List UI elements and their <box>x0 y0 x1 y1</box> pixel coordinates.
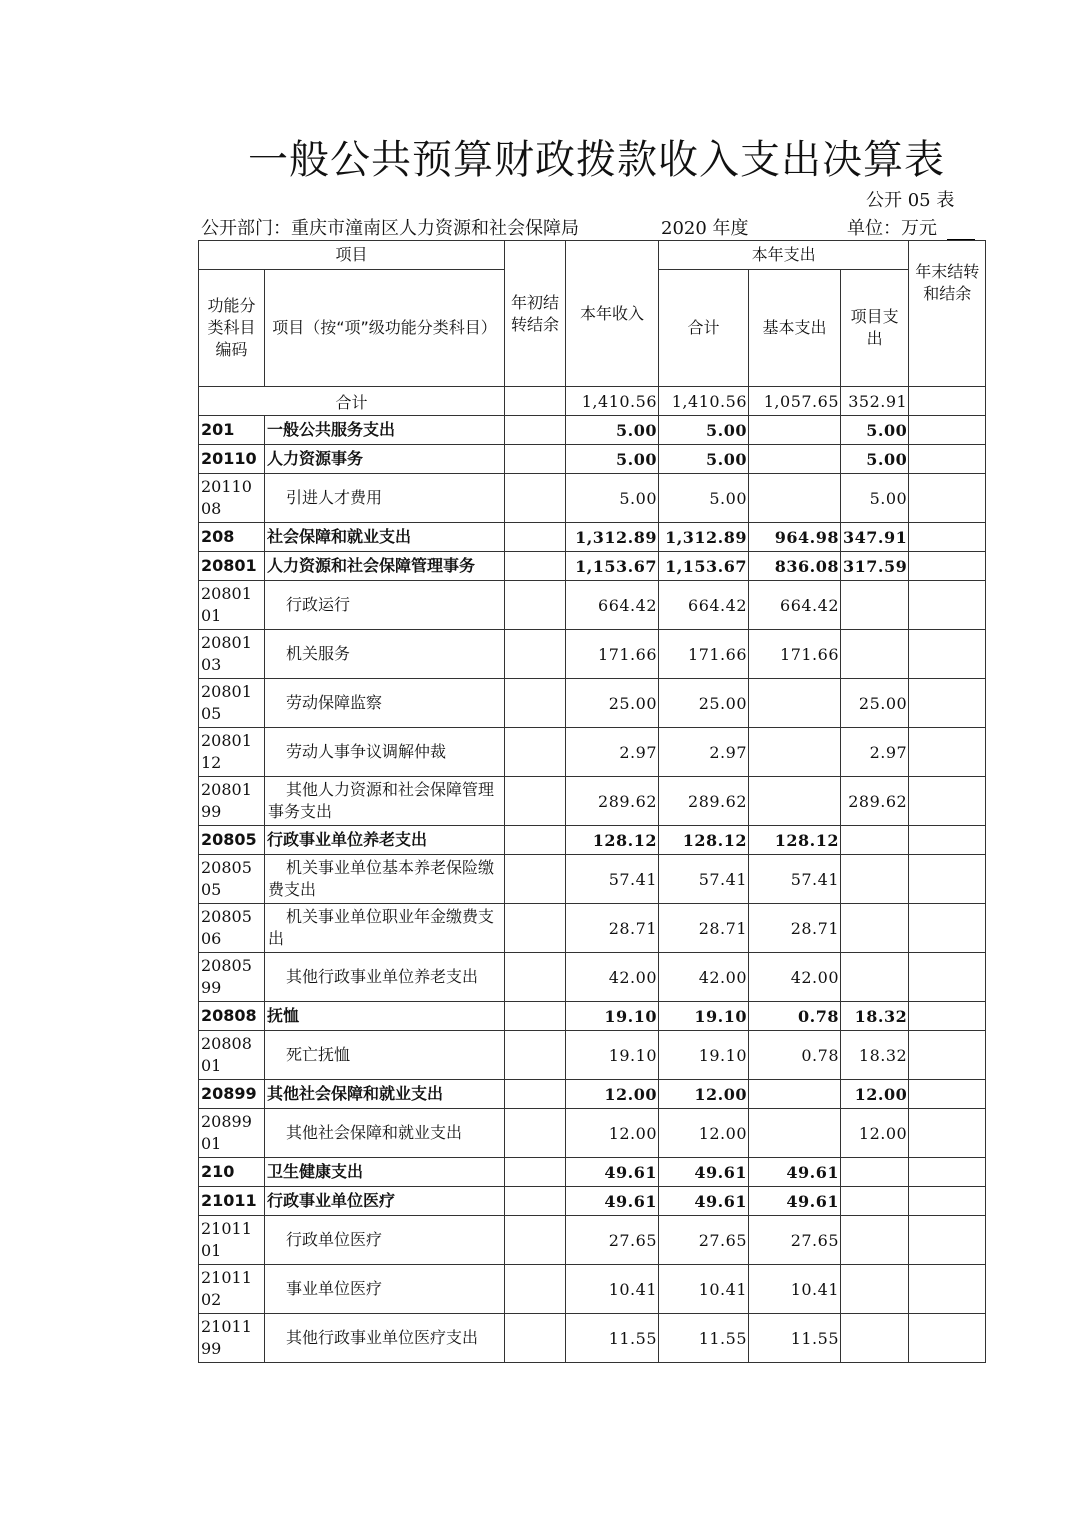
table-row <box>199 630 986 679</box>
row-end-balance <box>909 445 986 474</box>
row-income: 1,153.67 <box>566 552 659 581</box>
header-name: 项目（按“项”级功能分类科目） <box>265 270 505 387</box>
row-basic <box>749 679 841 728</box>
row-income: 2.97 <box>566 728 659 777</box>
row-code: 2080599 <box>199 953 265 1002</box>
budget-table <box>198 240 986 1363</box>
row-basic: 10.41 <box>749 1265 841 1314</box>
row-code: 20805 <box>199 826 265 855</box>
row-expense-total: 25.00 <box>659 679 749 728</box>
table-row <box>199 855 986 904</box>
row-income: 171.66 <box>566 630 659 679</box>
row-begin-balance <box>505 953 566 1002</box>
row-project: 317.59 <box>841 552 909 581</box>
form-number: 公开 05 表 <box>866 190 955 211</box>
row-name: 劳动人事争议调解仲裁 <box>265 728 505 777</box>
row-code: 2080199 <box>199 777 265 826</box>
row-begin-balance <box>505 1031 566 1080</box>
row-income: 57.41 <box>566 855 659 904</box>
row-begin-balance <box>505 777 566 826</box>
row-name: 其他行政事业单位养老支出 <box>265 953 505 1002</box>
row-expense-total: 289.62 <box>659 777 749 826</box>
row-begin-balance <box>505 728 566 777</box>
row-expense-total: 42.00 <box>659 953 749 1002</box>
total-begin-balance <box>505 387 566 416</box>
row-name <box>265 855 505 904</box>
row-income: 25.00 <box>566 679 659 728</box>
row-code: 2101199 <box>199 1314 265 1363</box>
row-basic: 664.42 <box>749 581 841 630</box>
header-end-balance: 年末结转和结余 <box>909 241 986 387</box>
table-row <box>199 1158 986 1187</box>
row-begin-balance <box>505 1187 566 1216</box>
row-income: 10.41 <box>566 1265 659 1314</box>
row-project: 347.91 <box>841 523 909 552</box>
row-expense-total: 11.55 <box>659 1314 749 1363</box>
row-project <box>841 630 909 679</box>
row-name: 抚恤 <box>265 1002 505 1031</box>
row-end-balance <box>909 1031 986 1080</box>
header-begin-balance: 年初结转结余 <box>505 241 566 387</box>
row-name: 机关服务 <box>265 630 505 679</box>
row-basic: 49.61 <box>749 1187 841 1216</box>
row-expense-total: 19.10 <box>659 1002 749 1031</box>
row-begin-balance <box>505 826 566 855</box>
row-begin-balance <box>505 679 566 728</box>
row-code: 201 <box>199 416 265 445</box>
row-income: 289.62 <box>566 777 659 826</box>
table-row <box>199 552 986 581</box>
table-row <box>199 1002 986 1031</box>
row-name: 行政单位医疗 <box>265 1216 505 1265</box>
row-code: 20801 <box>199 552 265 581</box>
row-name: 其他行政事业单位医疗支出 <box>265 1314 505 1363</box>
total-income: 1,410.56 <box>566 387 659 416</box>
row-income: 128.12 <box>566 826 659 855</box>
row-basic: 42.00 <box>749 953 841 1002</box>
row-basic: 27.65 <box>749 1216 841 1265</box>
row-end-balance <box>909 581 986 630</box>
table-row <box>199 523 986 552</box>
row-project <box>841 1187 909 1216</box>
row-end-balance <box>909 826 986 855</box>
row-income: 19.10 <box>566 1002 659 1031</box>
row-income: 19.10 <box>566 1031 659 1080</box>
row-income: 49.61 <box>566 1187 659 1216</box>
table-row <box>199 474 986 523</box>
row-expense-total: 5.00 <box>659 416 749 445</box>
row-project: 2.97 <box>841 728 909 777</box>
row-code: 20899 <box>199 1080 265 1109</box>
table-row <box>199 904 986 953</box>
table-row <box>199 1265 986 1314</box>
row-project <box>841 1265 909 1314</box>
row-basic <box>749 474 841 523</box>
row-name: 一般公共服务支出 <box>265 416 505 445</box>
table-row <box>199 1031 986 1080</box>
row-code: 21011 <box>199 1187 265 1216</box>
row-expense-total: 27.65 <box>659 1216 749 1265</box>
row-expense-total: 12.00 <box>659 1109 749 1158</box>
row-end-balance <box>909 1265 986 1314</box>
row-income: 11.55 <box>566 1314 659 1363</box>
table-row <box>199 581 986 630</box>
row-project: 5.00 <box>841 474 909 523</box>
row-end-balance <box>909 904 986 953</box>
row-income: 27.65 <box>566 1216 659 1265</box>
row-name-text: 机关事业单位基本养老保险缴费支出 <box>268 858 495 899</box>
row-end-balance <box>909 679 986 728</box>
row-begin-balance <box>505 904 566 953</box>
row-code: 2080103 <box>199 630 265 679</box>
row-project <box>841 855 909 904</box>
table-row <box>199 728 986 777</box>
row-code: 2080101 <box>199 581 265 630</box>
row-begin-balance <box>505 630 566 679</box>
header-total: 合计 <box>659 270 749 387</box>
row-expense-total: 28.71 <box>659 904 749 953</box>
row-expense-total: 171.66 <box>659 630 749 679</box>
table-row <box>199 1187 986 1216</box>
row-project: 289.62 <box>841 777 909 826</box>
row-begin-balance <box>505 523 566 552</box>
total-end-balance <box>909 387 986 416</box>
row-code: 2089901 <box>199 1109 265 1158</box>
row-begin-balance <box>505 1109 566 1158</box>
row-expense-total: 19.10 <box>659 1031 749 1080</box>
row-project <box>841 1216 909 1265</box>
row-basic: 171.66 <box>749 630 841 679</box>
row-name-text: 机关事业单位职业年金缴费支出 <box>268 907 495 948</box>
row-project <box>841 904 909 953</box>
row-end-balance <box>909 1109 986 1158</box>
row-name: 行政事业单位养老支出 <box>265 826 505 855</box>
total-expense: 1,410.56 <box>659 387 749 416</box>
row-project: 18.32 <box>841 1002 909 1031</box>
row-begin-balance <box>505 1158 566 1187</box>
header-income: 本年收入 <box>566 241 659 387</box>
row-begin-balance <box>505 1314 566 1363</box>
header-code: 功能分类科目编码 <box>199 270 265 387</box>
row-code: 2080801 <box>199 1031 265 1080</box>
row-begin-balance <box>505 552 566 581</box>
row-basic: 11.55 <box>749 1314 841 1363</box>
row-basic: 57.41 <box>749 855 841 904</box>
row-end-balance <box>909 416 986 445</box>
row-name: 社会保障和就业支出 <box>265 523 505 552</box>
row-name <box>265 904 505 953</box>
row-end-balance <box>909 630 986 679</box>
header-row-1 <box>199 241 986 270</box>
row-income: 42.00 <box>566 953 659 1002</box>
row-expense-total: 664.42 <box>659 581 749 630</box>
row-income: 5.00 <box>566 445 659 474</box>
unit-label: 单位：万元 <box>847 218 937 239</box>
row-basic <box>749 777 841 826</box>
row-project: 12.00 <box>841 1109 909 1158</box>
row-income: 5.00 <box>566 474 659 523</box>
row-basic <box>749 1109 841 1158</box>
row-basic: 28.71 <box>749 904 841 953</box>
row-code: 2080112 <box>199 728 265 777</box>
row-name-text: 其他人力资源和社会保障管理事务支出 <box>268 780 495 821</box>
row-project <box>841 953 909 1002</box>
row-end-balance <box>909 777 986 826</box>
row-project: 5.00 <box>841 445 909 474</box>
row-income: 5.00 <box>566 416 659 445</box>
total-row <box>199 387 986 416</box>
row-begin-balance <box>505 1216 566 1265</box>
row-name: 人力资源和社会保障管理事务 <box>265 552 505 581</box>
header-item: 项目 <box>199 241 505 270</box>
row-name <box>265 777 505 826</box>
row-expense-total: 5.00 <box>659 445 749 474</box>
table-row <box>199 1216 986 1265</box>
table-row <box>199 953 986 1002</box>
row-project <box>841 1314 909 1363</box>
row-basic: 0.78 <box>749 1031 841 1080</box>
header-expense-group: 本年支出 <box>659 241 909 270</box>
row-expense-total: 12.00 <box>659 1080 749 1109</box>
row-begin-balance <box>505 445 566 474</box>
header-basic: 基本支出 <box>749 270 841 387</box>
table-row <box>199 445 986 474</box>
table-row <box>199 679 986 728</box>
total-basic: 1,057.65 <box>749 387 841 416</box>
row-name: 引进人才费用 <box>265 474 505 523</box>
row-begin-balance <box>505 581 566 630</box>
row-begin-balance <box>505 474 566 523</box>
row-code: 2101102 <box>199 1265 265 1314</box>
row-expense-total: 10.41 <box>659 1265 749 1314</box>
row-name: 行政运行 <box>265 581 505 630</box>
row-project: 25.00 <box>841 679 909 728</box>
row-income: 1,312.89 <box>566 523 659 552</box>
row-name: 行政事业单位医疗 <box>265 1187 505 1216</box>
table-row <box>199 1080 986 1109</box>
row-expense-total: 128.12 <box>659 826 749 855</box>
row-project: 18.32 <box>841 1031 909 1080</box>
row-basic: 964.98 <box>749 523 841 552</box>
row-income: 12.00 <box>566 1109 659 1158</box>
row-code: 210 <box>199 1158 265 1187</box>
row-basic <box>749 445 841 474</box>
page-title: 一般公共预算财政拨款收入支出决算表 <box>248 137 945 183</box>
total-project: 352.91 <box>841 387 909 416</box>
row-expense-total: 5.00 <box>659 474 749 523</box>
fiscal-year: 2020 年度 <box>661 218 749 239</box>
row-expense-total: 2.97 <box>659 728 749 777</box>
row-code: 20110 <box>199 445 265 474</box>
row-end-balance <box>909 953 986 1002</box>
row-expense-total: 1,153.67 <box>659 552 749 581</box>
row-income: 28.71 <box>566 904 659 953</box>
row-name: 死亡抚恤 <box>265 1031 505 1080</box>
row-code: 2080506 <box>199 904 265 953</box>
table-row <box>199 777 986 826</box>
row-project <box>841 826 909 855</box>
row-name: 劳动保障监察 <box>265 679 505 728</box>
row-name: 事业单位医疗 <box>265 1265 505 1314</box>
row-project <box>841 1158 909 1187</box>
row-project <box>841 581 909 630</box>
row-code: 208 <box>199 523 265 552</box>
row-end-balance <box>909 1187 986 1216</box>
row-basic: 128.12 <box>749 826 841 855</box>
row-expense-total: 49.61 <box>659 1187 749 1216</box>
row-income: 12.00 <box>566 1080 659 1109</box>
row-basic: 49.61 <box>749 1158 841 1187</box>
row-project: 12.00 <box>841 1080 909 1109</box>
row-name: 其他社会保障和就业支出 <box>265 1080 505 1109</box>
row-basic <box>749 416 841 445</box>
row-basic: 836.08 <box>749 552 841 581</box>
row-end-balance <box>909 523 986 552</box>
total-label: 合计 <box>199 387 505 416</box>
row-end-balance <box>909 552 986 581</box>
row-basic <box>749 728 841 777</box>
row-begin-balance <box>505 855 566 904</box>
row-end-balance <box>909 474 986 523</box>
row-name: 其他社会保障和就业支出 <box>265 1109 505 1158</box>
row-basic <box>749 1080 841 1109</box>
row-name: 人力资源事务 <box>265 445 505 474</box>
row-income: 664.42 <box>566 581 659 630</box>
row-code: 2011008 <box>199 474 265 523</box>
department-label: 公开部门：重庆市潼南区人力资源和社会保障局 <box>201 218 579 239</box>
row-end-balance <box>909 1158 986 1187</box>
row-basic: 0.78 <box>749 1002 841 1031</box>
row-name: 卫生健康支出 <box>265 1158 505 1187</box>
row-code: 2101101 <box>199 1216 265 1265</box>
row-expense-total: 57.41 <box>659 855 749 904</box>
table-row <box>199 1314 986 1363</box>
row-expense-total: 49.61 <box>659 1158 749 1187</box>
row-begin-balance <box>505 1080 566 1109</box>
row-end-balance <box>909 728 986 777</box>
row-begin-balance <box>505 1002 566 1031</box>
row-begin-balance <box>505 416 566 445</box>
row-end-balance <box>909 1216 986 1265</box>
row-expense-total: 1,312.89 <box>659 523 749 552</box>
row-code: 2080105 <box>199 679 265 728</box>
row-income: 49.61 <box>566 1158 659 1187</box>
table-row <box>199 1109 986 1158</box>
row-begin-balance <box>505 1265 566 1314</box>
table-row <box>199 826 986 855</box>
row-end-balance <box>909 1080 986 1109</box>
table-row <box>199 416 986 445</box>
row-code: 20808 <box>199 1002 265 1031</box>
header-project: 项目支出 <box>841 270 909 387</box>
row-end-balance <box>909 855 986 904</box>
row-end-balance <box>909 1314 986 1363</box>
row-end-balance <box>909 1002 986 1031</box>
row-project: 5.00 <box>841 416 909 445</box>
row-code: 2080505 <box>199 855 265 904</box>
